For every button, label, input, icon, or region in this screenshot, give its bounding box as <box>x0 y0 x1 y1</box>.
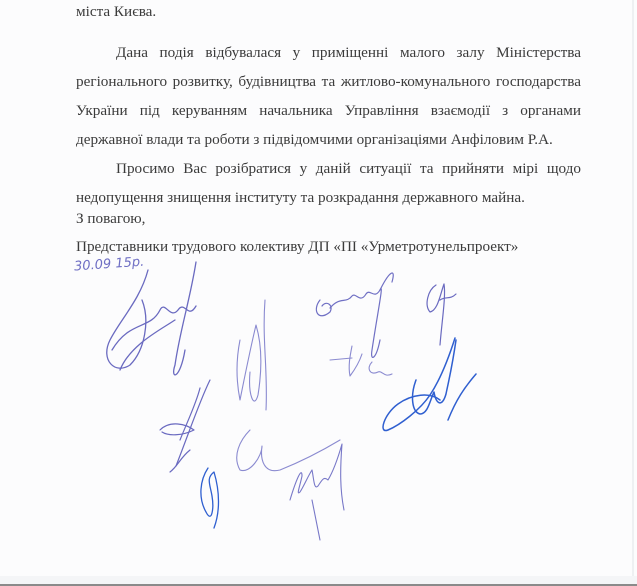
text-line: Дана подія відбувалася у приміщенні малого залу Міністерства <box>116 44 581 61</box>
signature-1 <box>107 262 196 375</box>
signature-4 <box>427 284 456 345</box>
handwritten-date: 30.09 15р. <box>73 254 145 275</box>
signature-7 <box>160 380 210 472</box>
signature-2 <box>237 300 266 410</box>
text-line: недопущення знищення інституту та розкрадання державного майна. <box>76 189 525 206</box>
text-line: Просимо Вас розібратися у даній ситуації та прийняти мірі щодо <box>116 160 581 177</box>
page-edge <box>632 0 634 586</box>
signature-5 <box>330 346 392 376</box>
signature-8 <box>237 430 340 471</box>
text-line: державної влади та роботи з підвідомчими організаціями Анфіловим Р.А. <box>76 131 553 148</box>
closing-text: З повагою, <box>76 210 146 227</box>
signature-3 <box>316 273 393 357</box>
text-line: України під керуванням начальника Управління взаємодії з органами <box>76 102 581 119</box>
signature-10 <box>290 444 344 540</box>
text-line: регіонального розвитку, будівництва та житлово-комунального господарства <box>76 73 581 90</box>
text-line: міста Києва. <box>76 3 157 20</box>
signatory-text: Представники трудового колективу ДП «ПІ «Урметротунельпроект» <box>76 238 519 255</box>
signature-6 <box>383 338 476 431</box>
signature-9 <box>201 468 219 528</box>
